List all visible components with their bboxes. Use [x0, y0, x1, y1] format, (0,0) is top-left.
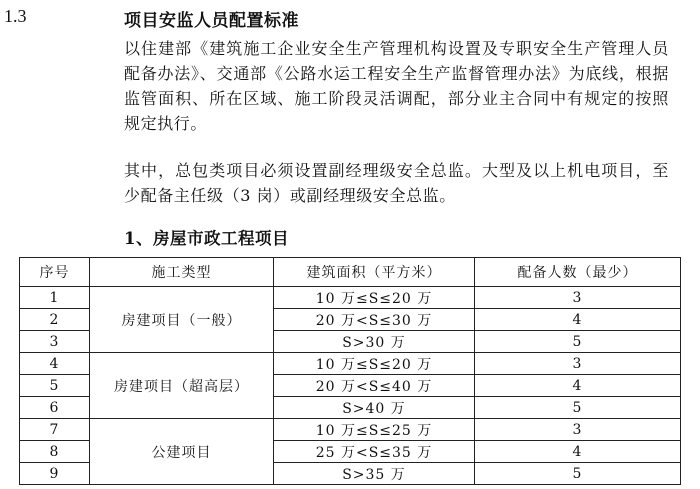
cell-staff: 3	[475, 287, 681, 309]
staffing-table	[19, 257, 681, 485]
paragraph-basis: 以住建部《建筑施工企业安全生产管理机构设置及专职安全生产管理人员配备办法》、交通部《公路水运工程安全生产监督管理办法》为底线，根据监管面积、所在区域、施工阶段灵活调配，部分业主合同中有规定的按照规定执行。	[124, 39, 669, 133]
section-title: 项目安监人员配置标准	[124, 11, 299, 31]
section-heading	[0, 4, 700, 30]
cell-staff: 4	[475, 375, 681, 397]
cell-staff: 5	[475, 463, 681, 485]
table-row	[20, 353, 681, 375]
cell-area: 10 万≤S≤25 万	[274, 419, 475, 441]
subsection-title: 1、房屋市政工程项目	[124, 229, 289, 248]
cell-no: 4	[20, 353, 90, 375]
cell-area: 10 万≤S≤20 万	[274, 353, 475, 375]
cell-staff: 5	[475, 397, 681, 419]
header-no: 序号	[20, 258, 90, 287]
cell-area: 25 万<S≤35 万	[274, 441, 475, 463]
paragraph-requirement: 其中，总包类项目必须设置副经理级安全总监。大型及以上机电项目，至少配备主任级（3 岗）或副经理级安全总监。	[124, 161, 669, 205]
section-number: 1.3	[4, 6, 27, 26]
cell-no: 7	[20, 419, 90, 441]
table-row	[20, 287, 681, 309]
cell-staff: 3	[475, 419, 681, 441]
table-row	[20, 419, 681, 441]
cell-area: 20 万<S≤30 万	[274, 309, 475, 331]
cell-type: 房建项目（一般）	[90, 287, 274, 353]
cell-no: 3	[20, 331, 90, 353]
cell-type: 房建项目（超高层）	[90, 353, 274, 419]
cell-type: 公建项目	[90, 419, 274, 485]
cell-no: 2	[20, 309, 90, 331]
cell-no: 6	[20, 397, 90, 419]
cell-staff: 4	[475, 309, 681, 331]
cell-area: S>35 万	[274, 463, 475, 485]
cell-staff: 3	[475, 353, 681, 375]
cell-area: 20 万<S≤40 万	[274, 375, 475, 397]
cell-area: S>40 万	[274, 397, 475, 419]
cell-no: 5	[20, 375, 90, 397]
cell-no: 1	[20, 287, 90, 309]
header-type: 施工类型	[90, 258, 274, 287]
cell-area: S>30 万	[274, 331, 475, 353]
header-staff: 配备人数（最少）	[475, 258, 681, 287]
cell-staff: 5	[475, 331, 681, 353]
cell-area: 10 万≤S≤20 万	[274, 287, 475, 309]
table-header-row	[20, 258, 681, 287]
cell-staff: 4	[475, 441, 681, 463]
cell-no: 9	[20, 463, 90, 485]
header-area: 建筑面积（平方米）	[274, 258, 475, 287]
cell-no: 8	[20, 441, 90, 463]
